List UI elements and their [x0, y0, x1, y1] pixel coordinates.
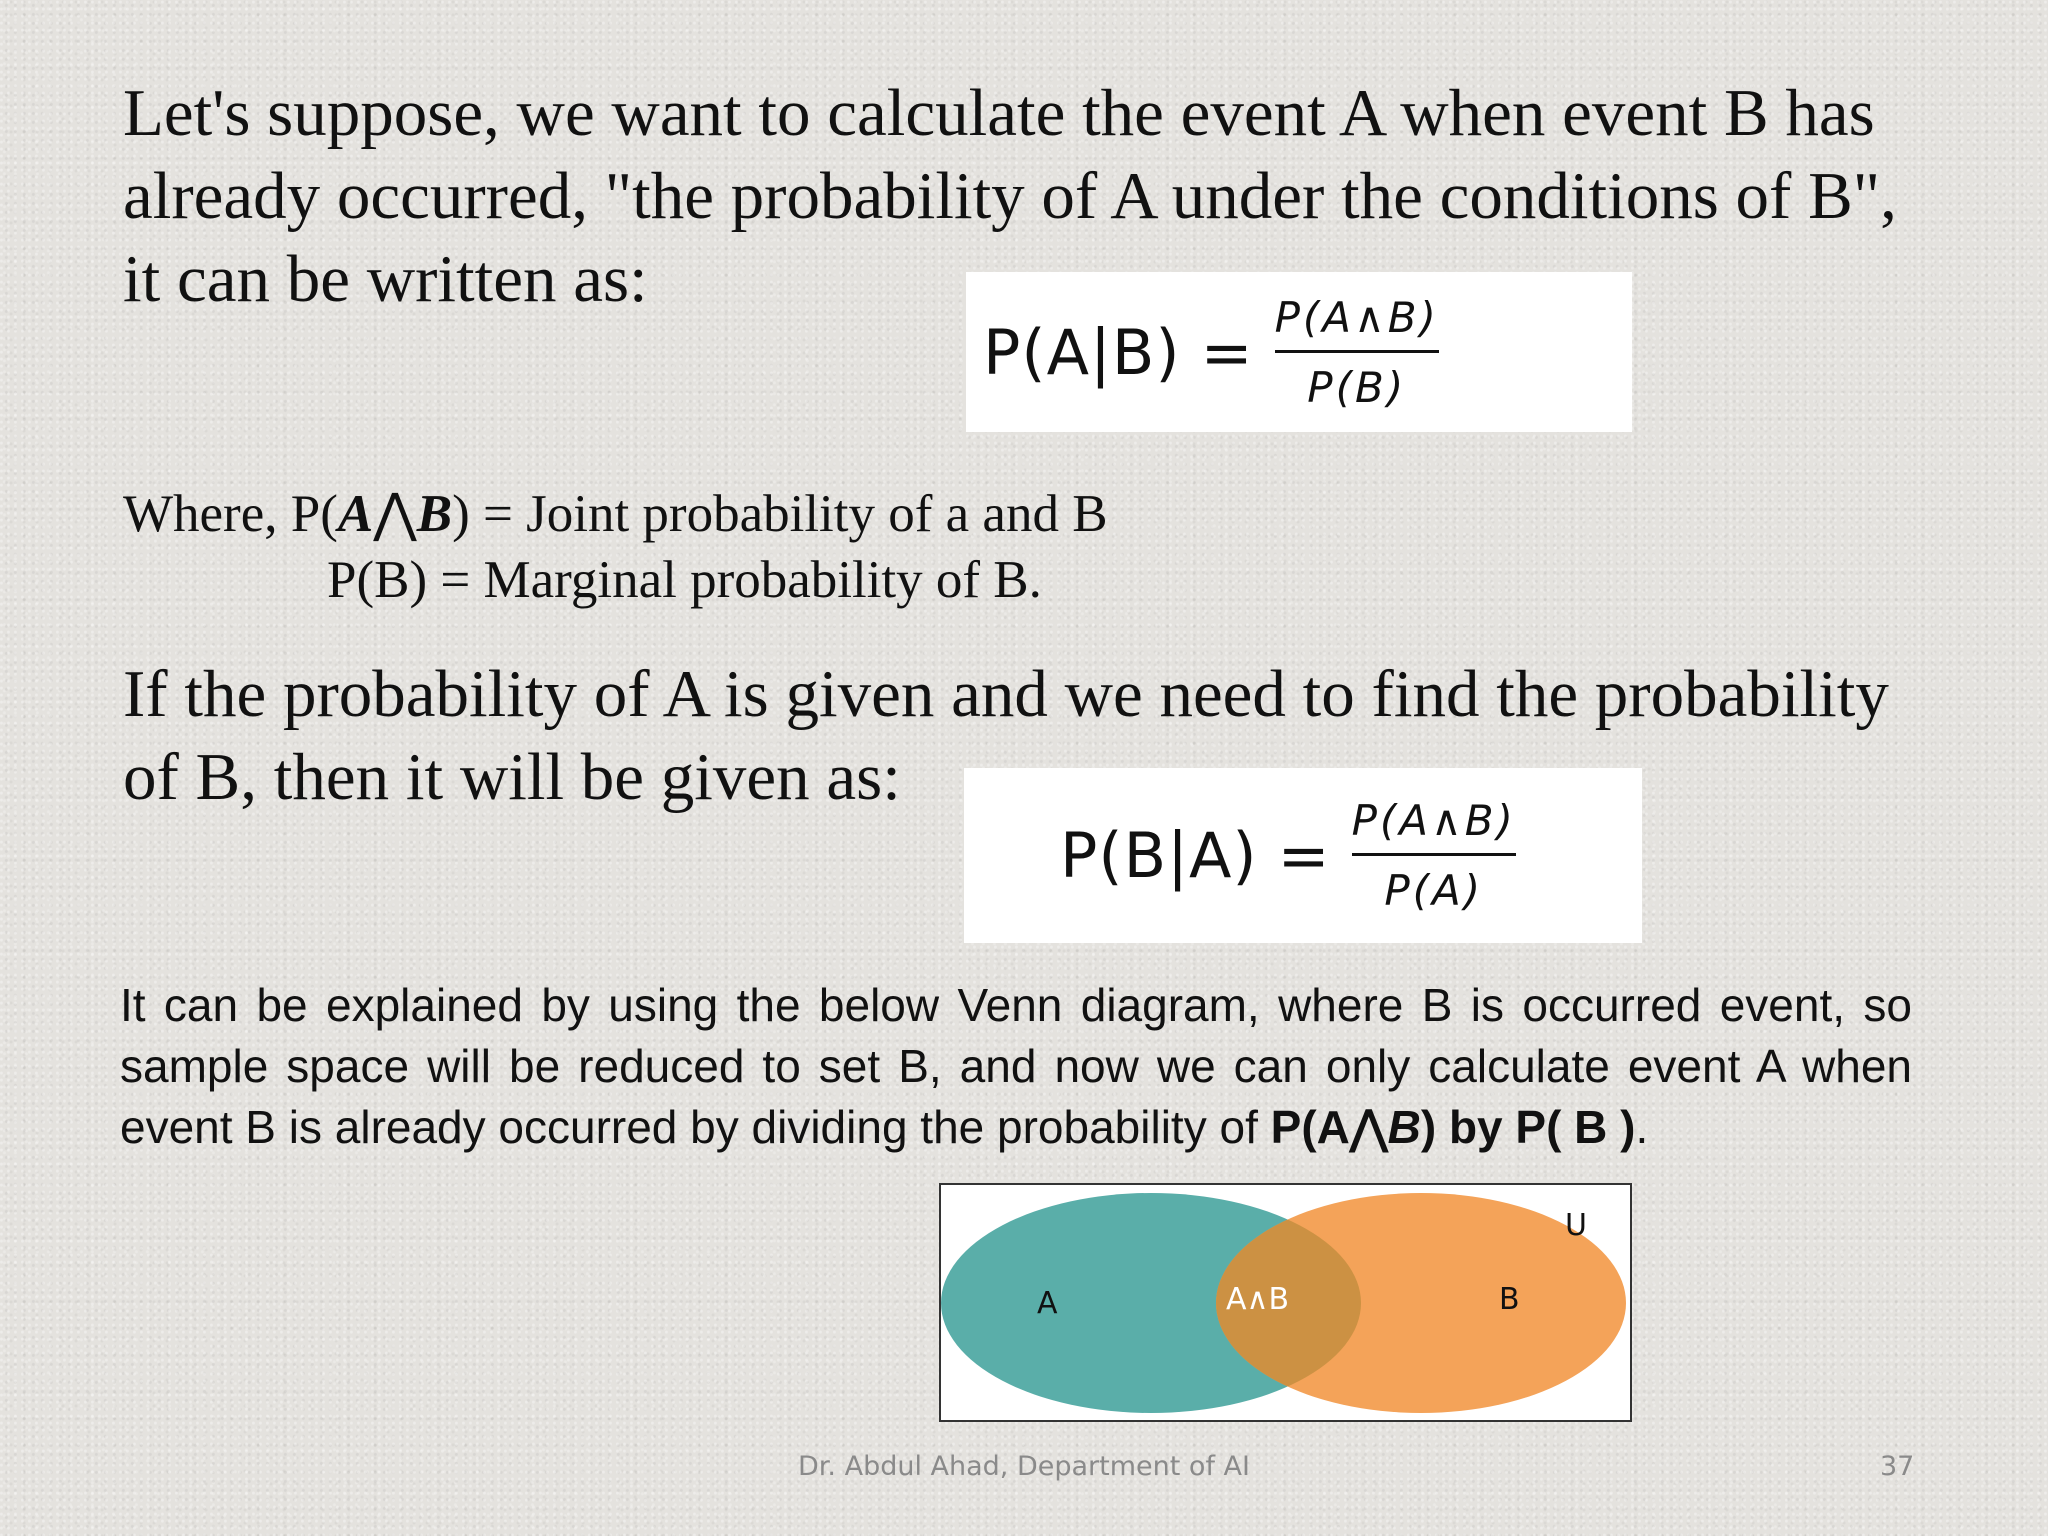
set-a-label: A: [1037, 1286, 1058, 1321]
formula2-numerator: P(A∧B): [1351, 796, 1516, 845]
venn-diagram-svg: [941, 1185, 1630, 1420]
definition-marginal-probability: P(B) = Marginal probability of B.: [327, 551, 1042, 609]
formula2-equals: =: [1277, 819, 1330, 892]
venn-explanation-paragraph: It can be explained by using the below Venn diagram, where B is occurred event, so sample space will be reduced to set B, and now we can only calculate event A when event B is already occurred by dividing the probability of P(A⋀B) by P( B ).: [120, 979, 1912, 1153]
formula1-fraction: [1275, 293, 1439, 412]
conditional-probability-formula-a-given-b: [966, 272, 1632, 432]
formula1-equals: =: [1200, 315, 1253, 389]
formula1-numerator: P(A∧B): [1274, 292, 1439, 342]
conditional-probability-formula-b-given-a: [964, 768, 1642, 943]
slide-page-number: 37: [1880, 1451, 1915, 1482]
formula1-denominator: P(B): [1307, 362, 1407, 412]
venn-diagram: [939, 1183, 1632, 1422]
formula1-fraction-bar: [1275, 350, 1439, 353]
formula2-fraction-bar: [1352, 853, 1516, 856]
set-b-label: B: [1499, 1282, 1520, 1317]
formula1-lhs: P(A|B): [983, 315, 1181, 389]
intersection-label: A∧B: [1226, 1282, 1290, 1317]
formula2-fraction: [1352, 796, 1516, 915]
formula2-denominator: P(A): [1384, 866, 1484, 915]
intro-paragraph: Let's suppose, we want to calculate the event A when event B has already occurred, "the probability of A under the conditions of B", it can be written as:: [123, 76, 1897, 316]
formula2-lhs: P(B|A): [1060, 819, 1258, 892]
second-paragraph: If the probability of A is given and we need to find the probability of B, then it will be given as:: [123, 657, 1889, 814]
footer-author: Dr. Abdul Ahad, Department of AI: [798, 1451, 1250, 1482]
definition-joint-probability: Where, P(A⋀B) = Joint probability of a and B: [123, 485, 1108, 543]
universe-label: U: [1565, 1208, 1587, 1243]
definitions-block: [123, 481, 1423, 613]
